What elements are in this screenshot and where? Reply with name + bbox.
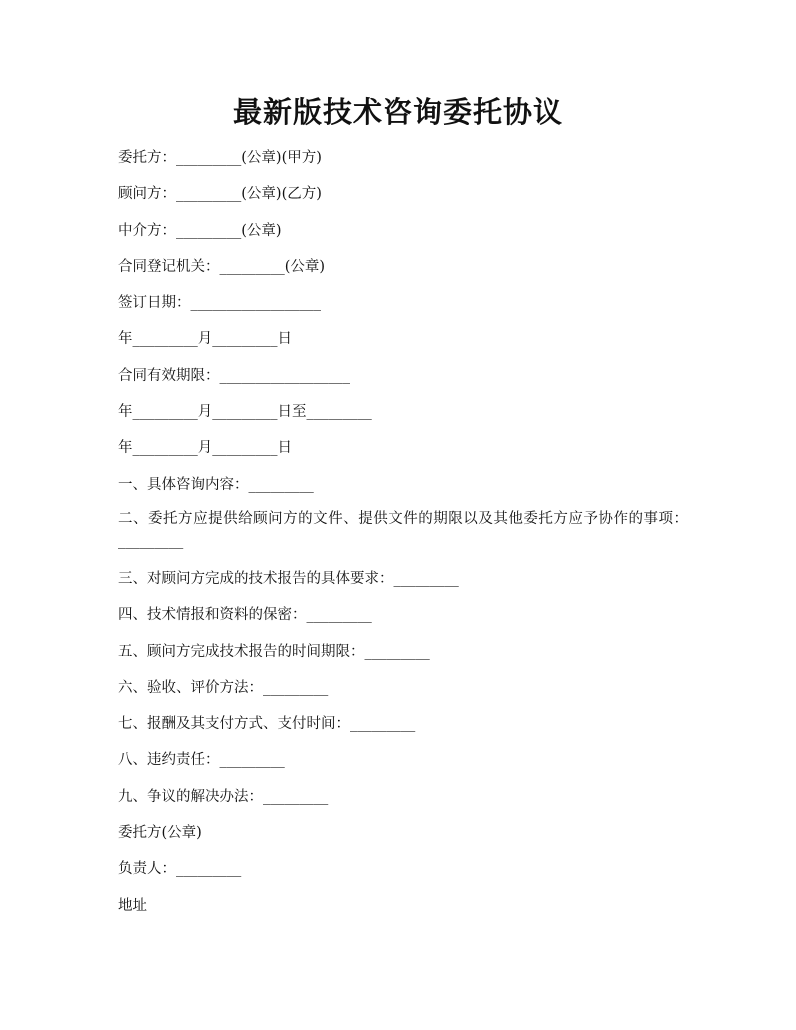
registration-authority-line: 合同登记机关：_________(公章) (118, 258, 326, 275)
validity-period-line: 合同有效期限：__________________ (118, 367, 350, 384)
document-title: 最新版技术咨询委托协议 (232, 95, 563, 129)
clause-1: 一、具体咨询内容：_________ (118, 476, 314, 493)
clause-5: 五、顾问方完成技术报告的时间期限：_________ (118, 643, 430, 660)
responsible-person-line: 负责人：_________ (118, 861, 242, 878)
intermediary-party-line: 中介方：_________(公章) (118, 222, 282, 239)
document-body (118, 145, 688, 929)
validity-start-fields: 年_________月_________日至_________ (118, 404, 372, 421)
clause-9: 九、争议的解决办法：_________ (118, 788, 329, 805)
address-line: 地址 (118, 897, 147, 914)
clause-3: 三、对顾问方完成的技术报告的具体要求：_________ (118, 570, 459, 587)
clause-2: 二、委托方应提供给顾问方的文件、提供文件的期限以及其他委托方应予协作的事项：_________ (118, 510, 688, 549)
consultant-party-line: 顾问方：_________(公章)(乙方) (118, 186, 322, 203)
client-seal-line: 委托方(公章) (118, 825, 202, 842)
signing-date-fields: 年_________月_________日 (118, 331, 292, 348)
validity-end-fields: 年_________月_________日 (118, 440, 292, 457)
clause-8: 八、违约责任：_________ (118, 752, 285, 769)
client-party-line: 委托方：_________(公章)(甲方) (118, 150, 322, 166)
clause-4: 四、技术情报和资料的保密：_________ (118, 607, 372, 624)
clause-6: 六、验收、评价方法：_________ (118, 679, 329, 696)
clause-7: 七、报酬及其支付方式、支付时间：_________ (118, 716, 416, 733)
signing-date-line: 签订日期：__________________ (118, 295, 321, 312)
